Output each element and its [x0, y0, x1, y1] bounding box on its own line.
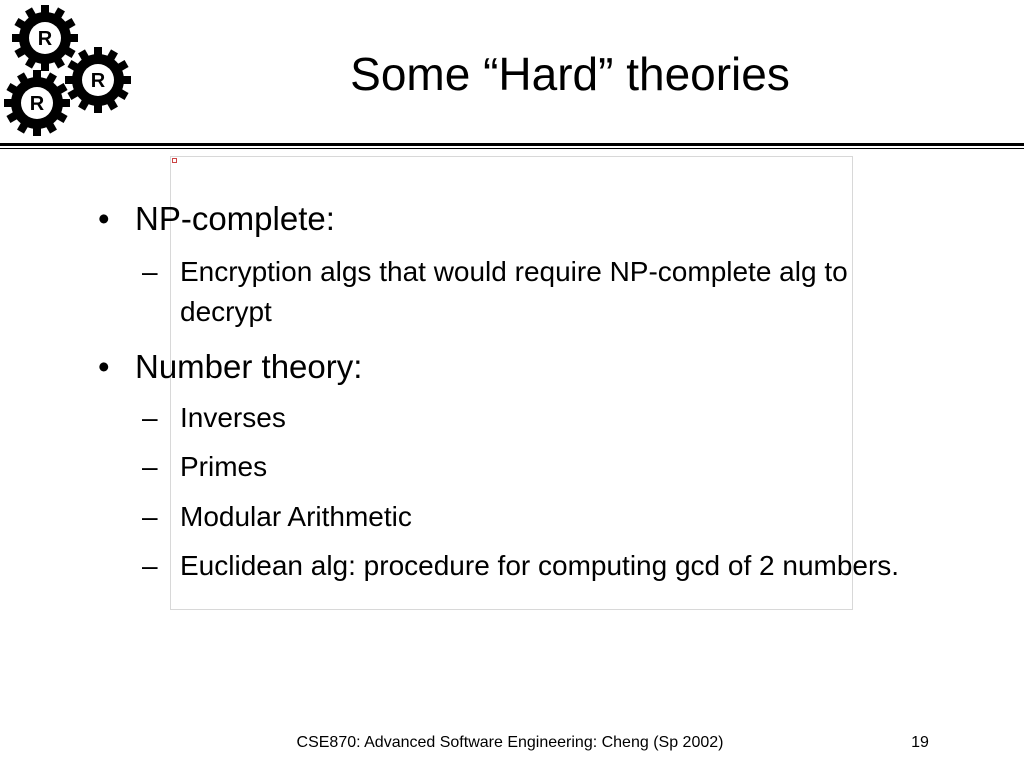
sub-bullet-item	[142, 546, 920, 586]
title-divider-thin	[0, 148, 1024, 149]
bullet-marker: •	[98, 200, 110, 237]
sub-bullet-text: Primes	[180, 451, 268, 482]
gear-right-letter: R	[90, 70, 106, 92]
sub-bullet-marker: –	[142, 451, 158, 482]
sub-bullet-item	[142, 398, 920, 438]
gears-logo	[0, 0, 140, 140]
sub-bullet-marker: –	[142, 402, 158, 433]
sub-bullet-item	[142, 252, 920, 332]
gear-bottom	[4, 70, 70, 136]
sub-bullet-text: Modular Arithmetic	[180, 501, 412, 532]
bullet-item	[98, 199, 335, 239]
slide-footer: CSE870: Advanced Software Engineering: Cheng (Sp 2002)	[296, 734, 724, 751]
bullet-item	[98, 347, 363, 387]
sub-bullet-marker: –	[142, 256, 158, 287]
sub-bullet-text: Encryption algs that would require NP-complete alg to decrypt	[180, 256, 848, 327]
sub-bullet-item	[142, 447, 920, 487]
sub-bullet-marker: –	[142, 550, 158, 581]
page-number: 19	[911, 734, 929, 751]
gear-bottom-letter: R	[29, 93, 45, 115]
title-divider-thick	[0, 143, 1024, 146]
bullet-text: NP-complete:	[135, 200, 335, 237]
sub-bullet-text: Inverses	[180, 402, 286, 433]
bullet-text: Number theory:	[135, 348, 363, 385]
gear-top	[12, 5, 78, 71]
slide-title: Some “Hard” theories	[350, 48, 790, 100]
gear-right	[65, 47, 131, 113]
sub-bullet-text: Euclidean alg: procedure for computing gcd of 2 numbers.	[180, 550, 900, 581]
bullet-marker: •	[98, 348, 110, 385]
gear-top-letter: R	[37, 28, 53, 50]
sub-bullet-item	[142, 497, 920, 537]
sub-bullet-marker: –	[142, 501, 158, 532]
broken-image-icon	[172, 158, 177, 163]
